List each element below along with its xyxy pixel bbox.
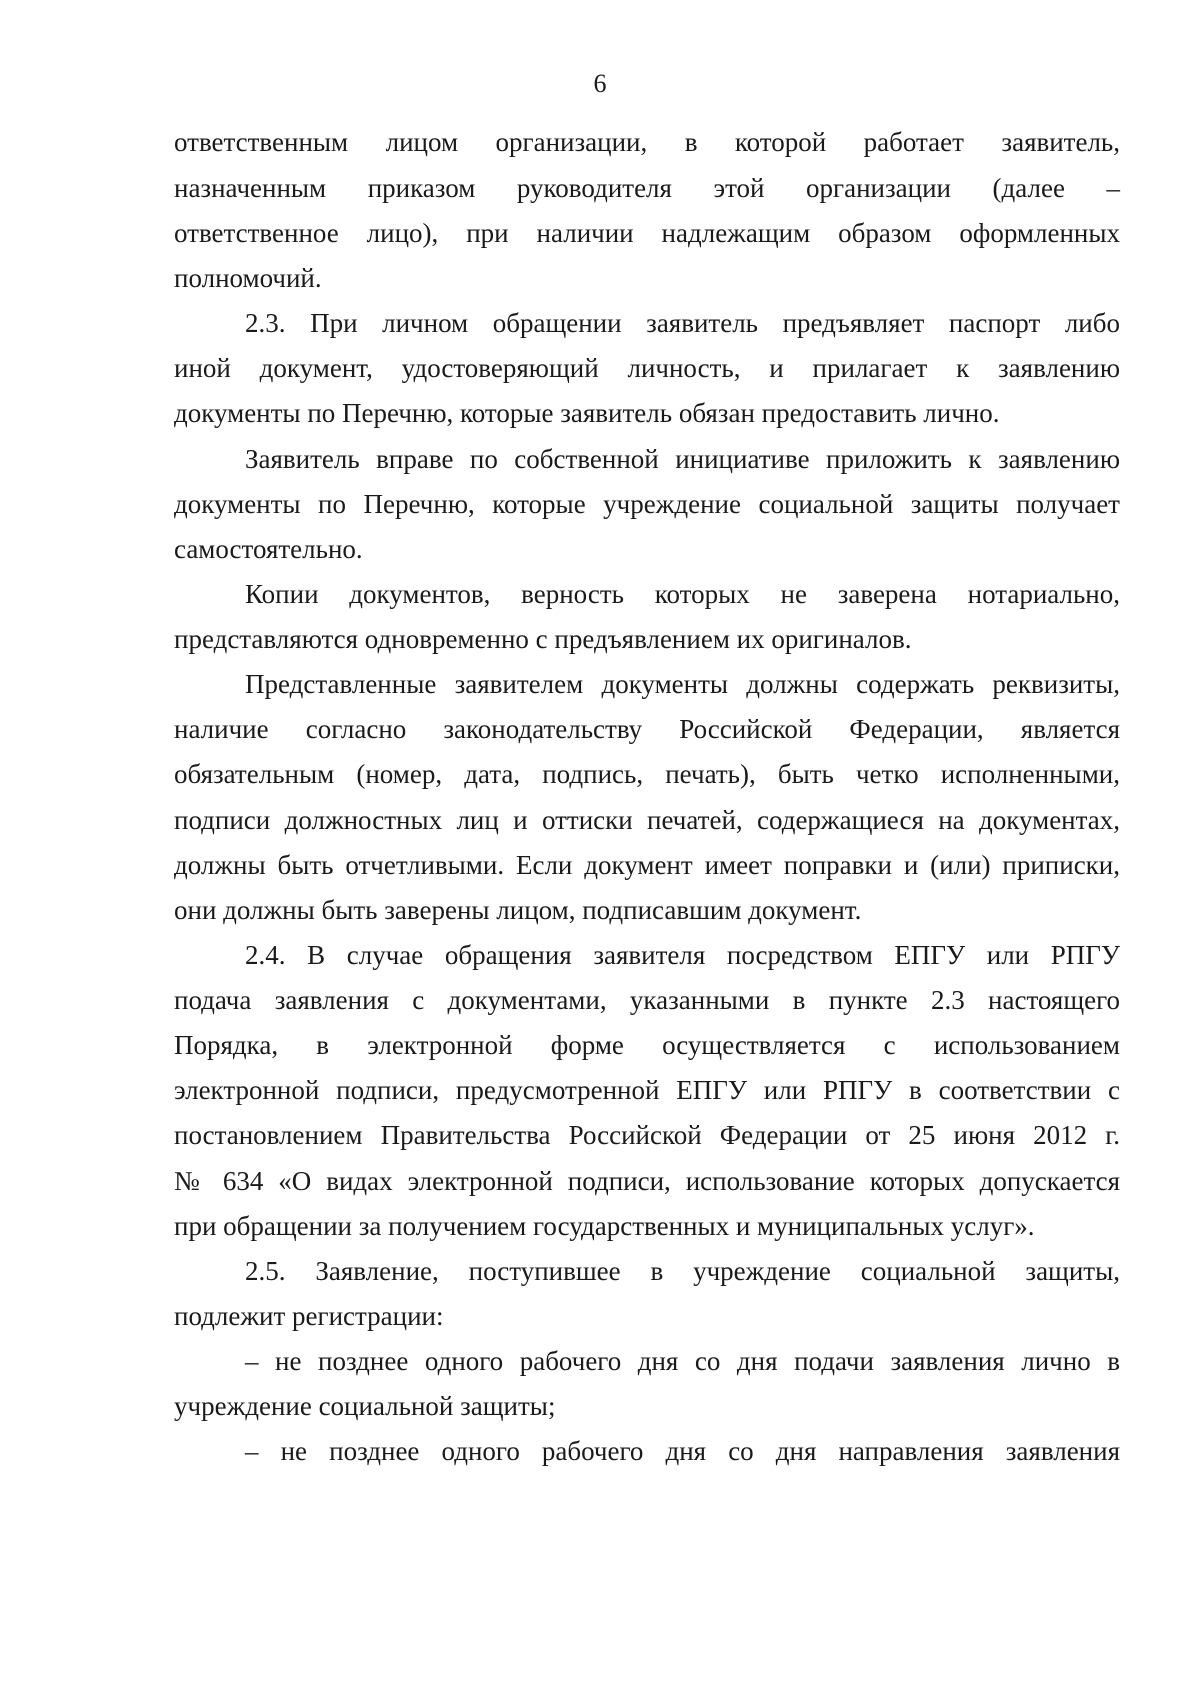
text-line: наличие согласно законодательству Российской Федерации, является <box>174 714 1120 744</box>
text-line: подписи должностных лиц и оттиски печатей, содержащиеся на документах, <box>174 805 1120 835</box>
text-line: обязательным (номер, дата, подпись, печать), быть четко исполненными, <box>174 759 1120 789</box>
text-line: учреждение социальной защиты; <box>174 1391 556 1421</box>
text-line: подача заявления с документами, указанными в пункте 2.3 настоящего <box>174 985 1120 1015</box>
text-line: должны быть отчетливыми. Если документ имеет поправки и (или) приписки, <box>174 850 1120 880</box>
text-line: ответственным лицом организации, в которой работает заявитель, <box>174 127 1120 157</box>
text-line: ответственное лицо), при наличии надлежащим образом оформленных <box>174 218 1120 248</box>
text-line: Порядка, в электронной форме осуществляется с использованием <box>174 1030 1120 1060</box>
page-number: 6 <box>593 69 607 98</box>
text-line: назначенным приказом руководителя этой организации (далее – <box>174 173 1120 203</box>
text-line: при обращении за получением государственных и муниципальных услуг». <box>174 1211 1035 1241</box>
text-line: Представленные заявителем документы должны содержать реквизиты, <box>245 669 1120 699</box>
text-line: Заявитель вправе по собственной инициативе приложить к заявлению <box>245 444 1120 474</box>
text-line: документы по Перечню, которые учреждение социальной защиты получает <box>174 489 1120 519</box>
text-line: 2.4. В случае обращения заявителя посредством ЕПГУ или РПГУ <box>245 940 1120 970</box>
text-line: 2.3. При личном обращении заявитель предъявляет паспорт либо <box>245 308 1120 338</box>
text-line: – не позднее одного рабочего дня со дня направления заявления <box>245 1436 1120 1466</box>
text-line: полномочий. <box>174 263 322 293</box>
text-line: 2.5. Заявление, поступившее в учреждение социальной защиты, <box>245 1256 1120 1286</box>
text-line: подлежит регистрации: <box>174 1301 444 1331</box>
text-line: представляются одновременно с предъявлением их оригиналов. <box>174 624 912 654</box>
text-line: иной документ, удостоверяющий личность, и прилагает к заявлению <box>174 353 1120 383</box>
text-line: – не позднее одного рабочего дня со дня подачи заявления лично в <box>245 1346 1120 1376</box>
text-line: документы по Перечню, которые заявитель обязан предоставить лично. <box>174 398 1000 428</box>
text-line: постановлением Правительства Российской Федерации от 25 июня 2012 г. <box>174 1120 1120 1150</box>
text-line: электронной подписи, предусмотренной ЕПГУ или РПГУ в соответствии с <box>174 1075 1120 1105</box>
text-line: № 634 «О видах электронной подписи, использование которых допускается <box>174 1166 1120 1196</box>
text-line: они должны быть заверены лицом, подписавшим документ. <box>174 895 862 925</box>
text-line: самостоятельно. <box>174 534 363 564</box>
text-line: Копии документов, верность которых не заверена нотариально, <box>245 579 1120 609</box>
